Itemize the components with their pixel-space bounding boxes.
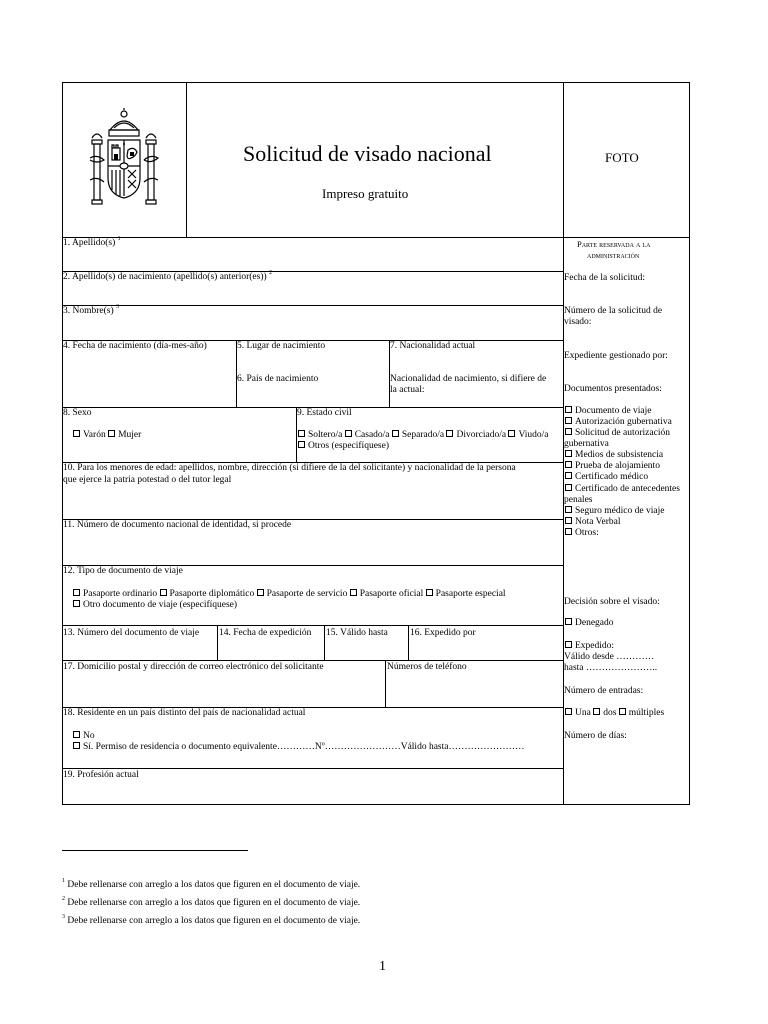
admin-entries: Número de entradas:	[564, 686, 644, 696]
decision-issued[interactable]	[565, 641, 614, 652]
doc-type-options	[73, 589, 506, 600]
checkbox[interactable]	[619, 708, 626, 715]
checkbox[interactable]	[345, 430, 352, 437]
checkbox[interactable]	[350, 589, 357, 596]
doc-other[interactable]	[565, 528, 599, 539]
footnote-mark: 3	[62, 914, 65, 920]
field-16-issued-by[interactable]: 16. Expedido por	[410, 628, 476, 638]
checkbox[interactable]	[108, 430, 115, 437]
footnote-divider	[62, 850, 248, 851]
option-label: Pasaporte diplomático	[169, 589, 255, 599]
option-label: Certificado médico	[575, 472, 649, 482]
doc-option-diplomatic[interactable]	[160, 589, 255, 599]
field-19-occupation[interactable]: 19. Profesión actual	[63, 770, 139, 780]
admin-header: Parte reservada a la	[577, 239, 651, 249]
doc-subsistence[interactable]	[565, 450, 663, 461]
footnote-mark: 2	[62, 896, 65, 902]
checkbox[interactable]	[565, 472, 572, 479]
sex-option-male[interactable]	[73, 430, 106, 440]
entries-multiple[interactable]	[619, 708, 664, 718]
doc-option-special[interactable]	[426, 589, 506, 599]
option-label: Pasaporte de servicio	[266, 589, 348, 599]
field-15-valid-until[interactable]: 15. Válido hasta	[326, 628, 388, 638]
option-label: Separado/a	[401, 430, 445, 440]
checkbox[interactable]	[565, 708, 572, 715]
admin-days: Número de días:	[564, 731, 627, 741]
field-2-label: 2. Apellido(s) de nacimiento (apellido(s) anterior(es))	[63, 272, 267, 282]
option-label: Casado/a	[354, 430, 390, 440]
field-3-label: 3. Nombre(s)	[63, 306, 114, 316]
field-1-label: 1. Apellido(s)	[63, 238, 116, 248]
option-label: Autorización gubernativa	[575, 417, 672, 427]
entries-options	[565, 708, 664, 719]
footnote-mark: 1	[62, 878, 65, 884]
civil-option-divorced[interactable]	[446, 430, 506, 440]
field-6-birth-country[interactable]: 6. País de nacimiento	[237, 374, 319, 384]
checkbox[interactable]	[73, 430, 80, 437]
admin-header-cont: administración	[587, 250, 640, 260]
footnote-text: Debe rellenarse con arreglo a los datos que figuren en el documento de viaje.	[67, 898, 361, 908]
entries-one[interactable]	[565, 708, 591, 718]
option-label: Pasaporte oficial	[359, 589, 424, 599]
footnote-text: Debe rellenarse con arreglo a los datos que figuren en el documento de viaje.	[67, 916, 361, 926]
option-label: Expedido:	[575, 641, 615, 651]
checkbox[interactable]	[73, 742, 80, 749]
field-1-surname[interactable]	[63, 238, 121, 249]
field-9-civil-status: 9. Estado civil	[297, 408, 352, 418]
checkbox[interactable]	[565, 484, 572, 491]
civil-option-single[interactable]	[298, 430, 342, 440]
field-11-id-number[interactable]: 11. Número de documento nacional de identidad, si procede	[63, 520, 292, 530]
coat-of-arms-icon	[88, 108, 160, 216]
footnote-text: Debe rellenarse con arreglo a los datos que figuren en el documento de viaje.	[67, 880, 361, 890]
sex-options	[73, 430, 141, 441]
admin-valid-to: hasta …………………..	[564, 663, 658, 673]
footnote-1	[62, 880, 360, 891]
option-label: Pasaporte especial	[435, 589, 506, 599]
civil-option-other[interactable]	[298, 441, 389, 452]
option-label: Otros (especifíquese)	[308, 441, 389, 451]
field-13-doc-number[interactable]: 13. Número del documento de viaje	[63, 628, 200, 638]
footnote-2	[62, 898, 360, 909]
option-label: Medios de subsistencia	[575, 450, 664, 460]
checkbox[interactable]	[508, 430, 515, 437]
doc-option-ordinary[interactable]	[73, 589, 157, 599]
field-7b-birth-nationality[interactable]: Nacionalidad de nacimiento, si difiere de	[390, 374, 547, 384]
doc-gov-auth-request-cont: gubernativa	[564, 439, 609, 449]
page-number: 1	[379, 959, 386, 974]
field-10-guardian-cont: que ejerce la patria potestad o del tutor legal	[63, 475, 232, 485]
option-label: Pasaporte ordinario	[83, 589, 158, 599]
checkbox[interactable]	[73, 589, 80, 596]
checkbox[interactable]	[298, 441, 305, 448]
option-label: Seguro médico de viaje	[575, 506, 665, 516]
civil-option-widowed[interactable]	[508, 430, 548, 440]
option-label: Una	[575, 708, 591, 718]
doc-medical[interactable]	[565, 472, 648, 483]
option-label: Soltero/a	[308, 430, 343, 440]
residence-option-no[interactable]	[73, 731, 95, 742]
checkbox[interactable]	[593, 708, 600, 715]
admin-valid-from: Válido desde …………	[564, 652, 655, 662]
option-label: Varón	[83, 430, 106, 440]
doc-option-other[interactable]	[73, 600, 237, 611]
option-label: Certificado de antecedentes	[575, 484, 680, 494]
doc-accommodation[interactable]	[565, 461, 660, 472]
footnote-ref-1: 1	[117, 236, 121, 242]
field-7b-birth-nationality-cont: la actual:	[390, 385, 425, 395]
photo-label: FOTO	[605, 150, 639, 165]
entries-two[interactable]	[593, 708, 616, 718]
option-label: Nota Verbal	[575, 517, 621, 527]
civil-option-separated[interactable]	[392, 430, 444, 440]
doc-travel[interactable]	[565, 406, 652, 417]
checkbox[interactable]	[298, 430, 305, 437]
admin-number: Número de la solicitud de	[564, 306, 663, 316]
field-14-issue-date[interactable]: 14. Fecha de expedición	[219, 628, 312, 638]
checkbox[interactable]	[565, 641, 572, 648]
checkbox[interactable]	[565, 517, 572, 524]
field-3-first-names[interactable]	[63, 306, 119, 317]
option-label: Divorciado/a	[456, 430, 507, 440]
checkbox[interactable]	[73, 600, 80, 607]
field-10-guardian[interactable]: 10. Para los menores de edad: apellidos, nombre, dirección (si difiere de la del solicitante) y nacionalidad de la persona	[63, 463, 516, 473]
admin-handled-by: Expediente gestionado por:	[564, 351, 668, 361]
field-5-birth-place[interactable]: 5. Lugar de nacimiento	[237, 341, 326, 351]
option-label: Prueba de alojamiento	[575, 461, 660, 471]
option-label: Viudo/a	[518, 430, 549, 440]
doc-criminal-record-cont: penales	[564, 495, 593, 505]
checkbox[interactable]	[446, 430, 453, 437]
checkbox[interactable]	[565, 450, 572, 457]
doc-verbal-note[interactable]	[565, 517, 620, 528]
checkbox[interactable]	[392, 430, 399, 437]
checkbox[interactable]	[565, 406, 572, 413]
footnote-ref-2: 2	[269, 270, 273, 276]
civil-option-married[interactable]	[345, 430, 390, 440]
checkbox[interactable]	[257, 589, 264, 596]
doc-criminal-record[interactable]	[565, 484, 680, 495]
option-label: Otro documento de viaje (especifíquese)	[83, 600, 238, 610]
doc-option-official[interactable]	[350, 589, 424, 599]
admin-number-cont: visado:	[564, 317, 592, 327]
doc-travel-insurance[interactable]	[565, 506, 664, 517]
admin-documents: Documentos presentados:	[564, 384, 662, 394]
field-7-nationality[interactable]: 7. Nacionalidad actual	[390, 341, 476, 351]
option-label: No	[83, 731, 95, 741]
admin-decision: Decisión sobre el visado:	[564, 597, 660, 607]
decision-refused[interactable]	[565, 618, 614, 629]
sex-option-female[interactable]	[108, 430, 141, 440]
option-label: Mujer	[118, 430, 142, 440]
field-4-birth-date[interactable]: 4. Fecha de nacimiento (día-mes-año)	[63, 341, 207, 351]
doc-gov-auth-request[interactable]	[565, 428, 670, 439]
checkbox[interactable]	[426, 589, 433, 596]
residence-option-yes[interactable]	[73, 742, 562, 753]
option-label: múltiples	[628, 708, 665, 718]
doc-option-service[interactable]	[257, 589, 348, 599]
field-18-residence: 18. Residente en un país distinto del país de nacionalidad actual	[63, 708, 306, 718]
option-label: Otros:	[575, 528, 599, 538]
footnote-ref-3: 3	[116, 304, 120, 310]
page-subtitle: Impreso gratuito	[322, 186, 409, 201]
field-2-birth-surname[interactable]	[63, 272, 272, 283]
checkbox[interactable]	[565, 428, 572, 435]
option-label: Documento de viaje	[575, 406, 652, 416]
option-label: Solicitud de autorización	[575, 428, 670, 438]
footnote-3	[62, 916, 360, 927]
checkbox[interactable]	[565, 528, 572, 535]
field-17b-phones[interactable]: Números de teléfono	[387, 662, 467, 672]
option-label: Denegado	[575, 618, 614, 628]
field-17-address[interactable]: 17. Domicilio postal y dirección de correo electrónico del solicitante	[63, 662, 324, 672]
field-8-sex: 8. Sexo	[63, 408, 92, 418]
checkbox[interactable]	[73, 731, 80, 738]
option-label: Sí. Permiso de residencia o documento equivalente…………Nº……………………Válido hasta……………………	[83, 742, 525, 752]
checkbox[interactable]	[565, 417, 572, 424]
admin-date: Fecha de la solicitud:	[564, 273, 645, 283]
doc-gov-auth[interactable]	[565, 417, 672, 428]
option-label: dos	[603, 708, 617, 718]
civil-status-options	[298, 430, 548, 441]
checkbox[interactable]	[160, 589, 167, 596]
checkbox[interactable]	[565, 618, 572, 625]
field-12-doc-type: 12. Tipo de documento de viaje	[63, 566, 183, 576]
checkbox[interactable]	[565, 461, 572, 468]
checkbox[interactable]	[565, 506, 572, 513]
page-title: Solicitud de visado nacional	[243, 141, 492, 166]
